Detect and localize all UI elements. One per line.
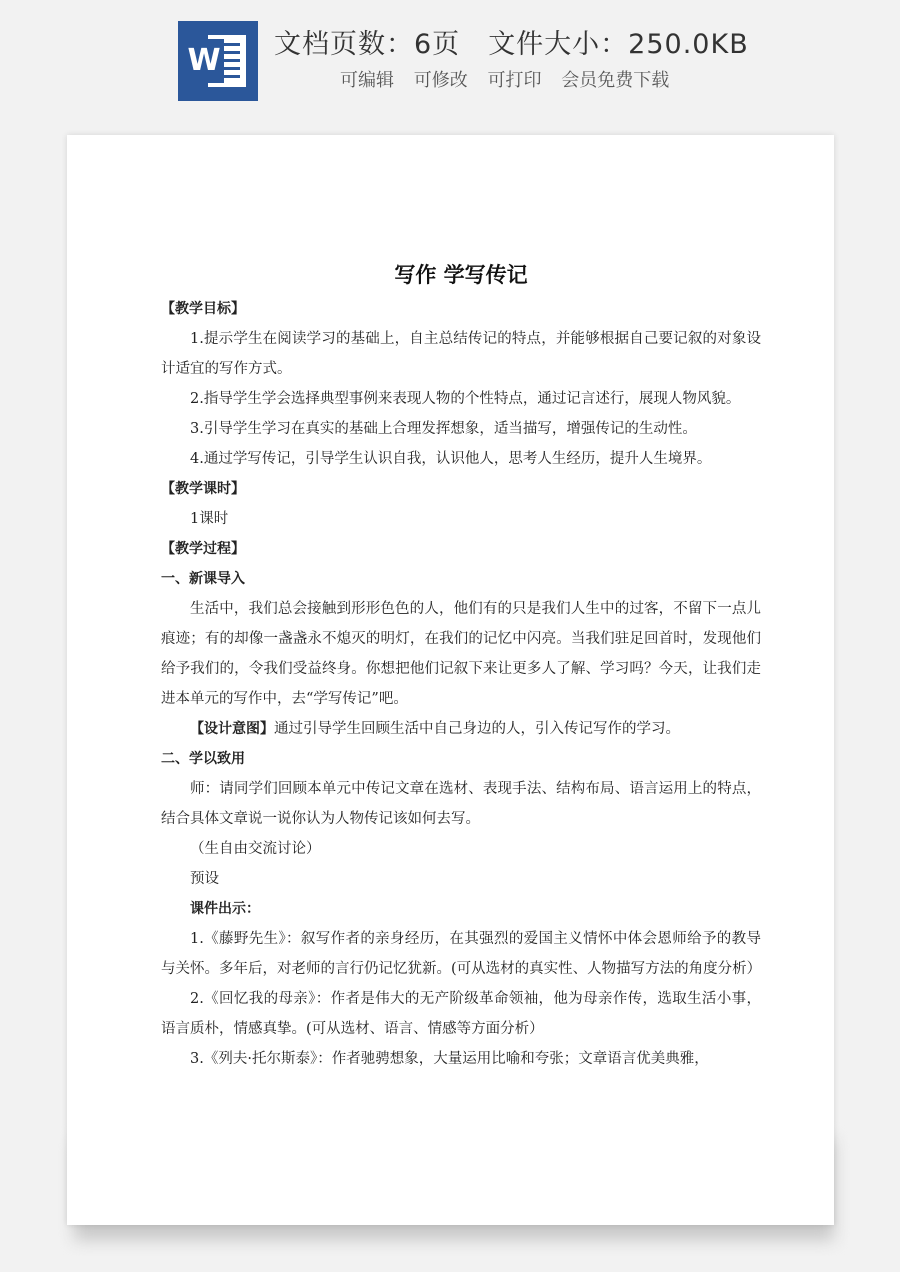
file-meta-line xyxy=(274,22,749,61)
hours-heading: 【教学课时】 xyxy=(161,481,245,497)
page-count-label: 文档页数：6页 xyxy=(274,29,461,60)
section1-heading: 一、新课导入 xyxy=(161,571,245,587)
hours-value: 1课时 xyxy=(190,511,229,527)
feature-printable: 可打印 xyxy=(487,70,542,91)
section1-paragraph: 生活中，我们总会接触到形形色色的人，他们有的只是我们人生中的过客，不留下一点儿痕迹；有的却像一盏盏永不熄灭的明灯，在我们的记忆中闪亮。当我们驻足回首时，发现他们给予我们的，令我们受益终身。你想把他们记叙下来让更多人了解、学习吗？今天，让我们走进本单元的写作中，去“学写传记”吧。 xyxy=(161,601,761,707)
feature-free-download: 会员免费下载 xyxy=(561,70,670,91)
document-body xyxy=(161,258,761,1074)
section2-paragraph: 师：请同学们回顾本单元中传记文章在选材、表现手法、结构布局、语言运用上的特点，结合具体文章说一说你认为人物传记该如何去写。 xyxy=(161,781,761,827)
design-intent-paragraph xyxy=(161,714,761,744)
feature-modifiable: 可修改 xyxy=(413,70,468,91)
word-document-icon xyxy=(178,21,258,101)
discussion-note: （生自由交流讨论） xyxy=(190,841,321,857)
courseware-item-1: 1.《藤野先生》：叙写作者的亲身经历，在其强烈的爱国主义情怀中体会恩师给予的教导与关怀。多年后，对老师的言行仍记忆犹新。(可从选材的真实性、人物描写方法的角度分析） xyxy=(161,931,762,977)
goal-item-1: 1.提示学生在阅读学习的基础上，自主总结传记的特点，并能够根据自己要记叙的对象设计适宜的写作方式。 xyxy=(161,331,761,377)
courseware-item-3: 3.《列夫·托尔斯泰》：作者驰骋想象，大量运用比喻和夸张；文章语言优美典雅， xyxy=(190,1051,709,1067)
document-title: 写作 学写传记 xyxy=(394,263,528,287)
goal-item-3: 3.引导学生学习在真实的基础上合理发挥想象，适当描写，增强传记的生动性。 xyxy=(190,421,697,437)
feature-editable: 可编辑 xyxy=(340,70,394,91)
process-heading: 【教学过程】 xyxy=(161,541,245,557)
file-size-label: 文件大小：250.0KB xyxy=(488,29,749,60)
document-page xyxy=(67,135,834,1225)
section2-heading: 二、学以致用 xyxy=(161,751,245,767)
preset-label: 预设 xyxy=(190,871,219,887)
goal-item-2: 2.指导学生学会选择典型事例来表现人物的个性特点，通过记言述行，展现人物风貌。 xyxy=(190,391,741,407)
design-intent-text: 通过引导学生回顾生活中自己身边的人，引入传记写作的学习。 xyxy=(274,721,680,737)
download-info-header xyxy=(0,0,900,120)
courseware-label: 课件出示： xyxy=(190,901,260,917)
courseware-item-2: 2.《回忆我的母亲》：作者是伟大的无产阶级革命领袖，他为母亲作传，选取生活小事，语言质朴，情感真挚。(可从选材、语言、情感等方面分析） xyxy=(161,991,761,1037)
goal-heading: 【教学目标】 xyxy=(161,301,245,317)
goal-item-4: 4.通过学写传记，引导学生认识自我，认识他人，思考人生经历，提升人生境界。 xyxy=(190,451,712,467)
feature-list xyxy=(340,66,677,92)
word-icon-letter: W xyxy=(184,39,224,83)
design-intent-label: 【设计意图】 xyxy=(190,721,274,737)
